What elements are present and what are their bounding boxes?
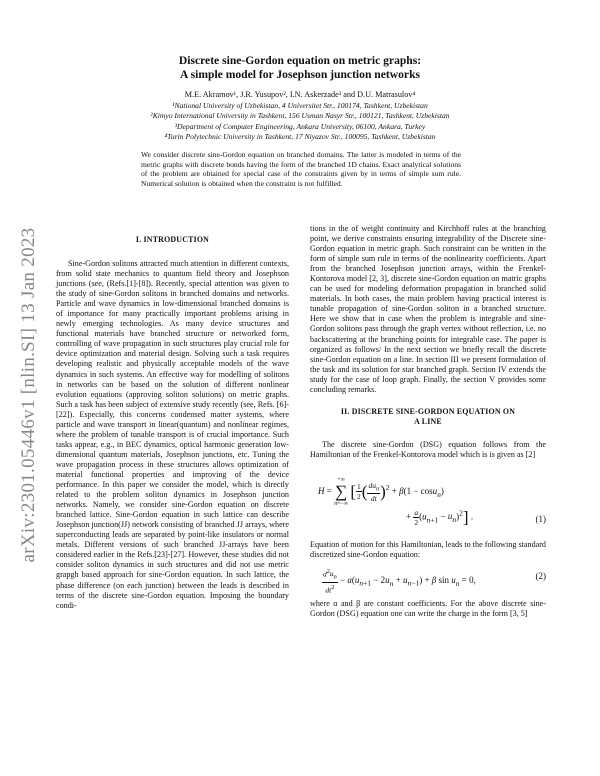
introduction-paragraph: Sine-Gordon solitons attracted much attention in different contexts, from solid state mechanics to quantum field theory and Josephson junctions (see, (Refs.[1]-[8]). Recently, special attention was given to the study of sine-Gordon solitons in branched domains and networks. Particle and wave dynamics in low-dimensional branched domains is of importance for many practically important problems arising in newly emerging technologies. As many device structures and functional materials have branched structure or networked form, controlling of wave propagation in such structures play crucial role for device optimization and material design. Solving such a task requires developing realistic and physically acceptable models of the wave dynamics in such systems. An effective way for modelling of solitons in networks can be based on the solution of different nonlinear evolution equations (approving soliton solutions) on metric graphs. Such a task has been subject of extensive study recently (see, Refs. [6]-[22]). Especially, this concerns condensed matter systems, where particle and wave transport in linear(quantum) and nonlinear regimes, where the problem of tunable transport is of crucial importance. Such tasks appear, e.g., in BEC dynamics, optical harmonic generation low-dimensional quantum materials, Josephson junctions, etc. Tuning the wave propagation process in these structures allows optimization of material functional properties and improving of the device performance. In this paper we consider the model, which is directly related to the problem soliton dynamics in Josephson junction networks. Namely, we consider sine-Gordon equation on discrete branched lattice. Sine-Gordon equation in such lattice can describe Josephson junction(JJ) network consisting of branched JJ arrays, where superconducting leads are separated by point-like insulators or normal metals. Different versions of such branched JJ-arrays have been considered earlier in the Refs.[23]-[27]. However, these studies did not consider soliton dynamics in such structures and did not use metric grapgh based approach for sine-Gordon equation. In such lattice, the phase difference (on each junction) between the leads is described in terms of the discrete sine-Gordon equation. Imposing the boundary condi- [56, 259, 289, 610]
section-heading-dsg-on-line: II. DISCRETE SINE-GORDON EQUATION ON A LINE [340, 406, 516, 426]
affiliation-3: ³Department of Computer Engineering, Ankara University, 06100, Ankara, Turkey [174, 121, 426, 131]
section2-paragraph-3: where α and β are constant coefficients. For the above discrete sine-Gordon (DSG) equation one can write the charge in the form [3, 5] [310, 598, 546, 619]
title-line-1: Discrete sine-Gordon equation on metric graphs: [178, 54, 422, 67]
arxiv-stamp [4, 215, 54, 575]
author-block [60, 90, 540, 143]
section2-paragraph-2: Equation of motion for this Hamiltonian, leads to the following standard discretized sine-Gordon equation: [310, 539, 546, 559]
section2-paragraph-1: The discrete sine-Gordon (DSG) equation follows from the Hamiltonian of the Frenkel-Kontorova model which is is given as [2] [310, 439, 546, 459]
section-heading-introduction: I. INTRODUCTION [135, 235, 210, 244]
title-line-2: A simple model for Josephson junction networks [179, 68, 421, 81]
abstract: We consider discrete sine-Gordon equation on branched domains. The latter is modeled in terms of the metric graphs with discrete bonds having the form of the branched 1D chains. Exact analytical solutions of the problem are obtained for special case of the constraints given by in terms of simple sum rule. Numerical solution is obtained when the constraint is not fulfilled. [141, 150, 461, 188]
affiliation-1: ¹National University of Uzbekistan, 4 Universitet Str., 100174, Tashkent, Uzbekistan [172, 100, 428, 110]
author-names: M.E. Akramov¹, J.R. Yusupov², I.N. Askerzade³ and D.U. Matrasulov⁴ [184, 90, 416, 99]
paper-title [60, 54, 540, 82]
equation-2-number: (2) [535, 570, 546, 581]
equation-2-dsg: $\frac{d^2u_n}{dt^2}$ − $a(u_{n+1} - 2u_n + u_{n-1}) + \beta$ $\sin u_n = 0$, (2) [323, 567, 546, 595]
equation-1-number: (1) [535, 513, 546, 524]
right-column [310, 224, 546, 619]
affiliation-2: ²Kimyo International University in Tashkent, 156 Usman Nasyr Str., 100121, Tashkent, Uzbekistan [150, 111, 450, 121]
affiliation-4: ⁴Turin Polytechnic University in Tashkent, 17 Niyazov Str., 100095, Tashkent, Uzbekistan [164, 132, 436, 142]
introduction-continuation: tions in the of weight continuity and Kirchhoff rules at the branching point, we derive constraints ensuring integrability of the Discrete sine-Gordon equation in metric graph. Such constraint can be written in the form of simple sum rule in terms of the nonlinearity coefficients. Apart from the branched Josephson junction arrays, within the Frenkel-Kontorova model [2, 3], discrete sine-Gordon equation on matric graphs can be used for modeling deformation propagation in branched solid materials. In both cases, the main problem having practical interest is tunable propagation of sine-Gordon soliton in a branched structure. Here we show that in case when the problem is integrable and sine-Gordon solitons pass through the graph vertex without reflection, i.e. no backscattering at the branching points for integrable case. The paper is organized as follows/ In the next section we briefly recall the discrete sine-Gordon equation on a line. In section III we present formulation of the task and its solution for star branched graph. Section IV extends the study for the case of loop graph. Finally, the section V provides some concluding remarks. [310, 224, 546, 394]
arxiv-id: arXiv:2301.05446v1 [nlin.SI] 13 Jan 2023 [18, 227, 39, 563]
equation-1-hamiltonian: H = +∞ ∑ n=−∞ [ $\frac{1}{2}$ ( $\frac{du_n}{dt}$ )$^2$ + β(1 − cosu$_n$) + $\frac{a}{2}$ $(u_{n+1} - u_n)^2$] . (1) [318, 476, 546, 527]
left-column [56, 226, 289, 611]
